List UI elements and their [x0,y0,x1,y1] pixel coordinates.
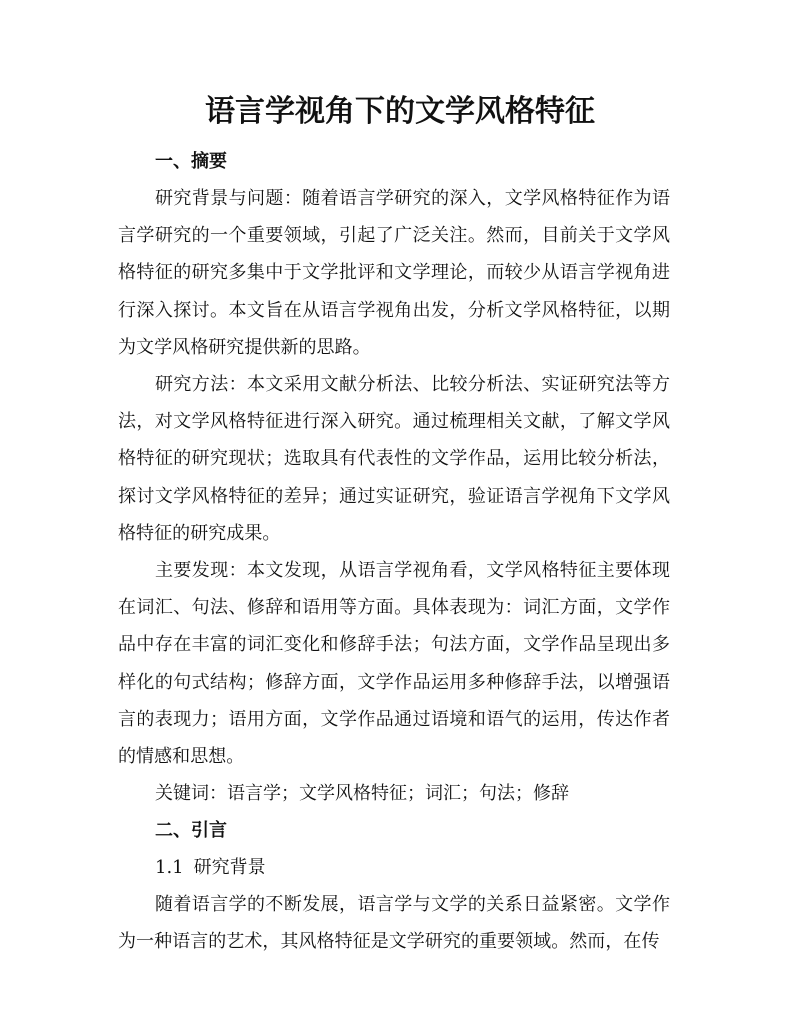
keywords-line: 关键词：语言学；文学风格特征；词汇；句法；修辞 [155,783,569,805]
abstract-heading: 一、摘要 [155,151,227,172]
introduction-heading: 二、引言 [155,820,227,842]
document-title: 语言学视角下的文学风格特征 [205,94,595,129]
document-body [118,143,670,961]
abstract-background-paragraph: 研究背景与问题：随着语言学研究的深入，文学风格特征作为语言学研究的一个重要领域，引起了广泛关注。然而，目前关于文学风格特征的研究多集中于文学批评和文学理论，而较少从语言学视角进行深入探讨。本文旨在从语言学视角出发，分析文学风格特征，以期为文学风格研究提供新的思路。 [118,188,670,358]
subsection-title: 研究背景 [193,857,266,879]
subsection-number: 1.1 [155,857,184,879]
abstract-methods-paragraph: 研究方法：本文采用文献分析法、比较分析法、实证研究法等方法，对文学风格特征进行深入研究。通过梳理相关文献，了解文学风格特征的研究现状；选取具有代表性的文学作品，运用比较分析法，探讨文学风格特征的差异；通过实证研究，验证语言学视角下文学风格特征的研究成果。 [118,374,670,544]
subsection-heading [118,849,670,886]
introduction-paragraph: 随着语言学的不断发展，语言学与文学的关系日益紧密。文学作为一种语言的艺术，其风格特征是文学研究的重要领域。然而，在传 [118,894,670,953]
abstract-findings-paragraph: 主要发现：本文发现，从语言学视角看，文学风格特征主要体现在词汇、句法、修辞和语用等方面。具体表现为：词汇方面，文学作品中存在丰富的词汇变化和修辞手法；句法方面，文学作品呈现出多样化的句式结构；修辞方面，文学作品运用多种修辞手法，以增强语言的表现力；语用方面，文学作品通过语境和语气的运用，传达作者的情感和思想。 [118,560,670,768]
